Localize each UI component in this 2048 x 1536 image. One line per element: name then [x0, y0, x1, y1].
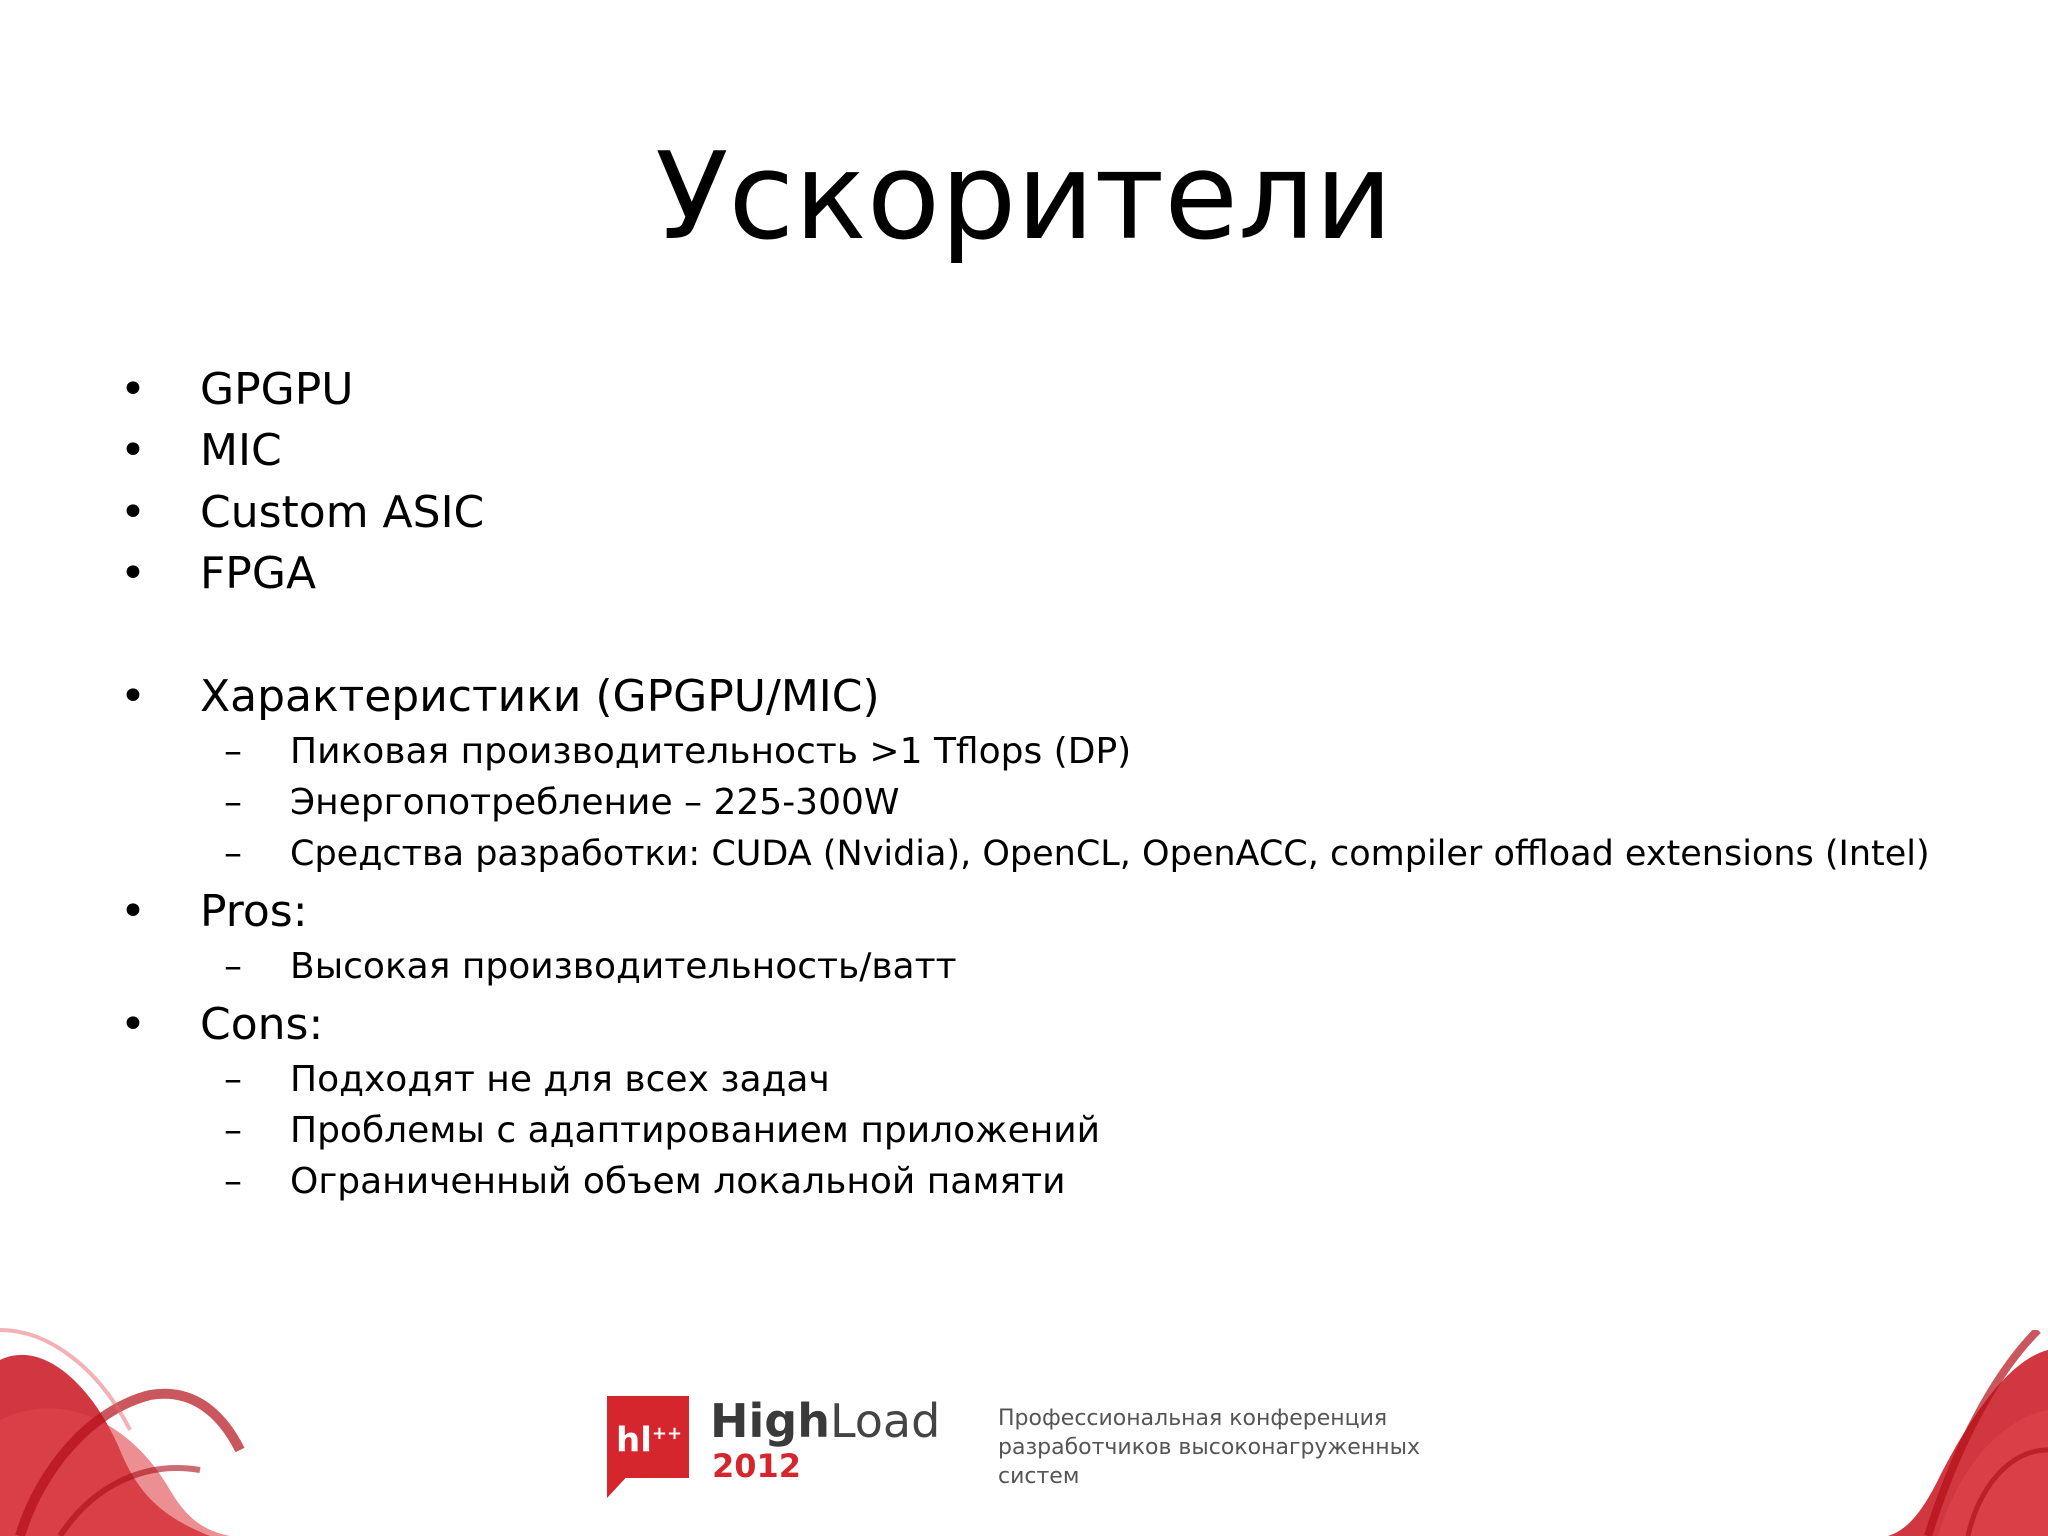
sub-text: Средства разработки: CUDA (Nvidia), OpenCL, OpenACC, compiler offload extensions (Intel) — [290, 834, 1930, 874]
slide-title: Ускорители — [655, 128, 1393, 267]
bullet-marker: • — [120, 886, 146, 937]
sub-marker: – — [224, 782, 242, 823]
highload-logo-tail — [607, 1470, 633, 1498]
sub-marker: – — [224, 1110, 242, 1151]
red-smoke-decoration-right — [1808, 1330, 2048, 1536]
conference-description-line: разработчиков высоконагруженных — [998, 1435, 1420, 1460]
red-smoke-decoration-left — [0, 1300, 300, 1536]
sub-marker: – — [224, 1059, 242, 1100]
sub-text: Энергопотребление – 225-300W — [290, 782, 900, 823]
bullet-marker: • — [120, 548, 146, 599]
sub-marker: – — [224, 731, 242, 772]
bullet-text: Pros: — [200, 886, 308, 937]
logo-mark-text: hl — [616, 1420, 652, 1461]
bullet-text: GPGPU — [200, 364, 354, 415]
bullet-text: FPGA — [200, 548, 317, 599]
highload-logo-year: 2012 — [712, 1447, 802, 1485]
conference-description — [998, 1404, 1478, 1491]
bullet-marker: • — [120, 671, 146, 722]
logo-mark-sup: ++ — [651, 1423, 683, 1444]
sub-marker: – — [224, 946, 242, 987]
logo-name-regular: Load — [829, 1394, 941, 1448]
bullet-text: Custom ASIC — [200, 487, 485, 538]
sub-marker: – — [224, 1161, 242, 1202]
sub-marker: – — [224, 833, 242, 874]
highload-logo-name — [710, 1395, 940, 1447]
bullet-marker: • — [120, 999, 146, 1050]
bullet-text: MIC — [200, 425, 282, 476]
bullet-marker: • — [120, 364, 146, 415]
conference-description-line: систем — [998, 1464, 1080, 1489]
bullet-marker: • — [120, 487, 146, 538]
logo-name-bold: High — [710, 1394, 830, 1448]
sub-text: Проблемы с адаптированием приложений — [290, 1110, 1101, 1151]
bullet-text: Характеристики (GPGPU/MIC) — [200, 671, 880, 722]
sub-text: Пиковая производительность >1 Tflops (DP) — [290, 731, 1132, 772]
conference-description-line: Профессиональная конференция — [998, 1406, 1388, 1431]
sub-text: Подходят не для всех задач — [290, 1059, 830, 1100]
sub-text: Высокая производительность/ватт — [290, 946, 957, 987]
highload-logo-mark — [616, 1414, 682, 1460]
bullet-marker: • — [120, 425, 146, 476]
bullet-text: Cons: — [200, 999, 324, 1050]
sub-text: Ограниченный объем локальной памяти — [290, 1161, 1066, 1202]
